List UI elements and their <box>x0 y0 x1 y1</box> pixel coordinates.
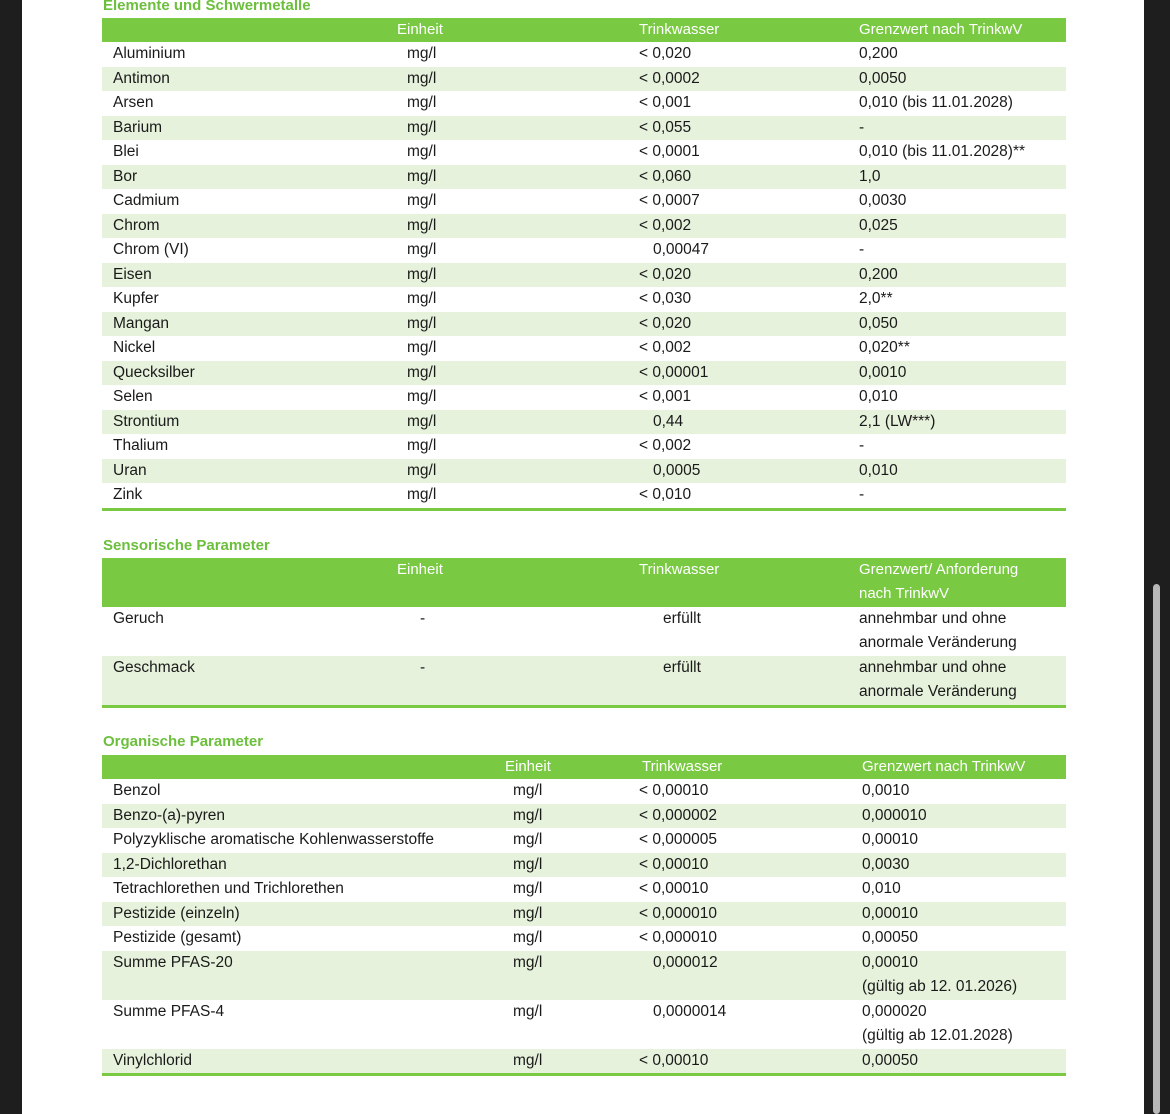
table-row <box>102 656 1066 705</box>
table-row <box>102 263 1066 288</box>
unit: mg/l <box>407 265 437 283</box>
trinkwasser-value: erfüllt <box>663 610 701 627</box>
table-row <box>102 238 1066 263</box>
grenzwert-value: 0,200 <box>859 45 898 62</box>
grenzwert-value: - <box>859 241 865 258</box>
section-title-elemente: Elemente und Schwermetalle <box>103 0 311 14</box>
table-row <box>102 607 1066 656</box>
table-row <box>102 779 1066 804</box>
table-row <box>102 1049 1066 1074</box>
unit: mg/l <box>407 69 437 87</box>
table-row <box>102 287 1066 312</box>
trinkwasser-value: < 0,001 <box>639 94 692 111</box>
parameter-name: Benzol <box>113 782 161 799</box>
trinkwasser-value: < 0,000010 <box>639 904 718 922</box>
grenzwert-value: 0,00010 (gültig ab 12. 01.2026) <box>862 953 1018 995</box>
table-bottom-rule <box>102 508 1066 511</box>
parameter-name: 1,2-Dichlorethan <box>113 855 227 873</box>
trinkwasser-value: < 0,0007 <box>639 192 700 209</box>
table-row <box>102 67 1066 92</box>
trinkwasser-value: < 0,020 <box>639 265 692 283</box>
unit: mg/l <box>407 339 437 356</box>
unit: mg/l <box>513 806 543 824</box>
grenzwert-value: 0,200 <box>859 265 898 283</box>
grenzwert-value: - <box>859 437 865 454</box>
table-row <box>102 165 1066 190</box>
table-row <box>102 1000 1066 1049</box>
unit: mg/l <box>407 241 437 258</box>
parameter-name: Aluminium <box>113 45 186 62</box>
table-row <box>102 828 1066 853</box>
grenzwert-value: 0,0050 <box>859 69 907 87</box>
grenzwert-value: 0,010 (bis 11.01.2028)** <box>859 143 1026 160</box>
grenzwert-value: annehmbar und ohne anormale Veränderung <box>859 659 1017 700</box>
parameter-name: Polyzyklische aromatische Kohlenwasserstoffe <box>113 831 435 848</box>
parameter-name: Pestizide (einzeln) <box>113 904 240 922</box>
parameter-name: Pestizide (gesamt) <box>113 929 242 946</box>
grenzwert-value: 0,025 <box>859 216 898 234</box>
grenzwert-value: 0,010 (bis 11.01.2028) <box>859 94 1013 111</box>
trinkwasser-value: 0,0005 <box>653 461 701 479</box>
grenzwert-value: 0,0030 <box>859 192 907 209</box>
grenzwert-value: annehmbar und ohne anormale Veränderung <box>859 610 1017 651</box>
grenzwert-value: - <box>859 118 865 136</box>
trinkwasser-value: < 0,000005 <box>639 831 718 848</box>
header-grenzwert: Grenzwert nach TrinkwV <box>859 21 1023 38</box>
unit: mg/l <box>513 880 543 897</box>
header-einheit: Einheit <box>397 21 443 38</box>
unit: mg/l <box>407 216 437 234</box>
trinkwasser-value: < 0,0001 <box>639 143 700 160</box>
table-header <box>102 558 1066 607</box>
unit: mg/l <box>407 290 437 307</box>
trinkwasser-value: 0,44 <box>653 412 684 430</box>
grenzwert-value: 0,0010 <box>859 363 907 381</box>
unit: mg/l <box>513 904 543 922</box>
section-title-sensorische: Sensorische Parameter <box>103 537 270 554</box>
parameter-name: Chrom <box>113 216 160 234</box>
parameter-name: Kupfer <box>113 290 159 307</box>
grenzwert-value: 2,1 (LW***) <box>859 412 936 430</box>
grenzwert-value: 0,000020 (gültig ab 12.01.2028) <box>862 1002 1013 1044</box>
parameter-name: Strontium <box>113 412 180 430</box>
table-row <box>102 410 1066 435</box>
trinkwasser-value: < 0,060 <box>639 167 692 185</box>
unit: mg/l <box>407 167 437 185</box>
trinkwasser-value: < 0,00010 <box>639 880 709 897</box>
parameter-name: Quecksilber <box>113 363 195 381</box>
grenzwert-value: 2,0** <box>859 290 893 307</box>
table-bottom-rule <box>102 1073 1066 1076</box>
parameter-name: Eisen <box>113 265 152 283</box>
unit: mg/l <box>513 855 543 873</box>
table-row <box>102 804 1066 829</box>
table-row <box>102 116 1066 141</box>
trinkwasser-value: < 0,00010 <box>639 855 709 873</box>
table-row <box>102 853 1066 878</box>
grenzwert-value: 0,020** <box>859 339 910 356</box>
table-row <box>102 902 1066 927</box>
grenzwert-value: 0,0030 <box>862 855 910 873</box>
grenzwert-value: 0,010 <box>859 388 898 405</box>
grenzwert-value: 0,00050 <box>862 1051 919 1069</box>
unit: mg/l <box>513 929 543 946</box>
table-sensorische <box>102 558 1066 708</box>
table-row <box>102 434 1066 459</box>
unit: mg/l <box>407 94 437 111</box>
grenzwert-value: 0,000010 <box>862 806 927 824</box>
grenzwert-value: 0,050 <box>859 314 898 332</box>
trinkwasser-value: < 0,002 <box>639 216 692 234</box>
header-einheit: Einheit <box>505 758 551 775</box>
unit: mg/l <box>407 363 437 381</box>
table-row <box>102 877 1066 902</box>
table-elemente <box>102 18 1066 511</box>
trinkwasser-value: 0,0000014 <box>653 1002 727 1020</box>
trinkwasser-value: < 0,020 <box>639 314 692 332</box>
parameter-name: Tetrachlorethen und Trichlorethen <box>113 880 344 897</box>
parameter-name: Uran <box>113 461 147 479</box>
parameter-name: Blei <box>113 143 139 160</box>
grenzwert-value: 0,0010 <box>862 782 910 799</box>
unit: mg/l <box>407 388 437 405</box>
table-row <box>102 951 1066 1000</box>
trinkwasser-value: < 0,002 <box>639 339 692 356</box>
table-header <box>102 18 1066 42</box>
unit: mg/l <box>407 314 437 332</box>
header-trinkwasser: Trinkwasser <box>639 21 720 38</box>
trinkwasser-value: < 0,001 <box>639 388 692 405</box>
parameter-name: Benzo-(a)-pyren <box>113 806 225 824</box>
trinkwasser-value: < 0,00010 <box>639 1051 709 1069</box>
trinkwasser-value: < 0,002 <box>639 437 692 454</box>
trinkwasser-value: < 0,0002 <box>639 69 700 87</box>
grenzwert-value: 1,0 <box>859 167 881 185</box>
unit: - <box>420 659 426 676</box>
scrollbar-thumb[interactable] <box>1153 584 1160 1114</box>
table-organische <box>102 755 1066 1076</box>
trinkwasser-value: erfüllt <box>663 659 701 676</box>
grenzwert-value: 0,010 <box>859 461 898 479</box>
unit: mg/l <box>407 461 437 479</box>
parameter-name: Summe PFAS-4 <box>113 1002 225 1020</box>
unit: mg/l <box>407 45 437 62</box>
trinkwasser-value: < 0,055 <box>639 118 692 136</box>
unit: mg/l <box>407 192 437 209</box>
table-row <box>102 312 1066 337</box>
parameter-name: Chrom (VI) <box>113 241 189 258</box>
grenzwert-value: - <box>859 486 865 503</box>
table-row <box>102 42 1066 67</box>
header-trinkwasser: Trinkwasser <box>642 758 723 775</box>
table-bottom-rule <box>102 705 1066 708</box>
table-row <box>102 459 1066 484</box>
unit: mg/l <box>513 953 543 971</box>
unit: mg/l <box>513 782 543 799</box>
parameter-name: Zink <box>113 486 143 503</box>
parameter-name: Thalium <box>113 437 169 454</box>
trinkwasser-value: < 0,000002 <box>639 806 718 824</box>
table-row <box>102 91 1066 116</box>
grenzwert-value: 0,00050 <box>862 929 919 946</box>
parameter-name: Mangan <box>113 314 170 332</box>
table-row <box>102 336 1066 361</box>
scrollbar[interactable] <box>1144 0 1170 1114</box>
header-grenzwert: Grenzwert/ Anforderung nach TrinkwV <box>859 561 1019 602</box>
unit: mg/l <box>407 486 437 503</box>
unit: - <box>420 610 426 627</box>
document-page <box>22 0 1144 1114</box>
table-row <box>102 926 1066 951</box>
parameter-name: Selen <box>113 388 153 405</box>
parameter-name: Bor <box>113 167 138 185</box>
unit: mg/l <box>513 1002 543 1020</box>
header-einheit: Einheit <box>397 561 443 578</box>
parameter-name: Cadmium <box>113 192 180 209</box>
trinkwasser-value: < 0,00010 <box>639 782 709 799</box>
trinkwasser-value: < 0,010 <box>639 486 692 503</box>
grenzwert-value: 0,010 <box>862 880 901 897</box>
unit: mg/l <box>407 412 437 430</box>
grenzwert-value: 0,00010 <box>862 831 919 848</box>
parameter-name: Barium <box>113 118 163 136</box>
header-grenzwert: Grenzwert nach TrinkwV <box>862 758 1026 775</box>
unit: mg/l <box>407 143 437 160</box>
parameter-name: Nickel <box>113 339 156 356</box>
unit: mg/l <box>407 118 437 136</box>
unit: mg/l <box>407 437 437 454</box>
parameter-name: Antimon <box>113 69 170 87</box>
unit: mg/l <box>513 1051 543 1069</box>
table-row <box>102 189 1066 214</box>
trinkwasser-value: 0,000012 <box>653 953 718 971</box>
table-row <box>102 483 1066 508</box>
parameter-name: Vinylchlorid <box>113 1051 192 1069</box>
parameter-name: Geschmack <box>113 659 195 676</box>
table-header <box>102 755 1066 779</box>
table-row <box>102 361 1066 386</box>
header-trinkwasser: Trinkwasser <box>639 561 720 578</box>
trinkwasser-value: < 0,000010 <box>639 929 718 946</box>
table-row <box>102 214 1066 239</box>
trinkwasser-value: < 0,00001 <box>639 363 709 381</box>
table-row <box>102 140 1066 165</box>
unit: mg/l <box>513 831 543 848</box>
parameter-name: Arsen <box>113 94 154 111</box>
parameter-name: Geruch <box>113 610 164 627</box>
trinkwasser-value: < 0,020 <box>639 45 692 62</box>
grenzwert-value: 0,00010 <box>862 904 919 922</box>
parameter-name: Summe PFAS-20 <box>113 953 233 971</box>
section-title-organische: Organische Parameter <box>103 733 264 750</box>
trinkwasser-value: 0,00047 <box>653 241 710 258</box>
table-row <box>102 385 1066 410</box>
trinkwasser-value: < 0,030 <box>639 290 692 307</box>
